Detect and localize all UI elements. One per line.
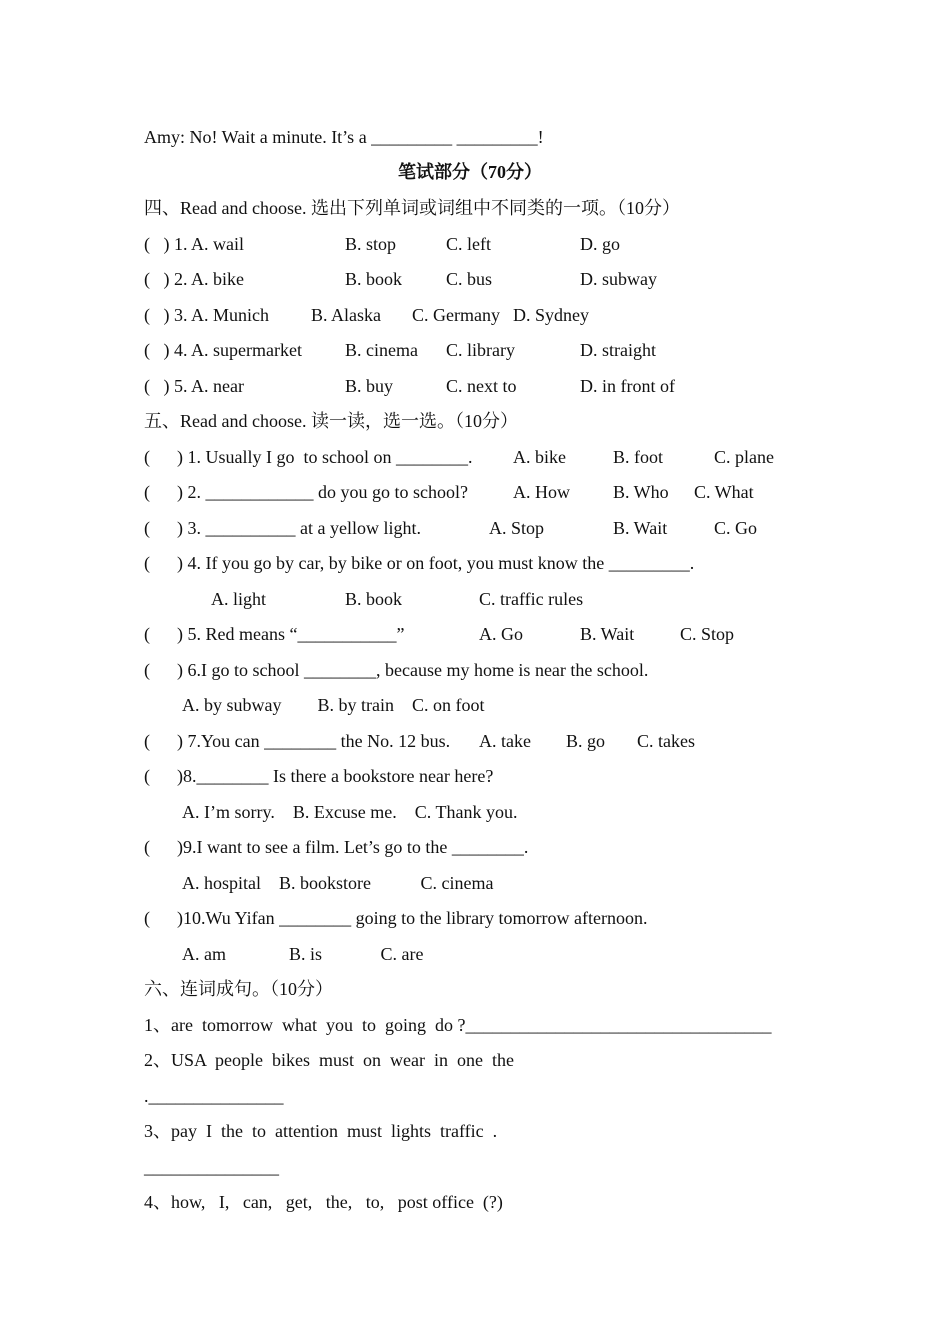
section4-heading: 四、Read and choose. 选出下列单词或词组中不同类的一项。（10分） [144, 198, 680, 218]
option-c: C. Go [714, 518, 758, 538]
option-c: C. plane [714, 447, 774, 467]
option-c: C. next to [446, 376, 517, 396]
option-c: C. Stop [680, 624, 735, 644]
answer-blank-3: _______________ [144, 1157, 279, 1177]
option-c: C. Germany [412, 305, 500, 325]
option-b: B. cinema [345, 340, 418, 360]
question-stem: ( ) 4. A. supermarket [144, 340, 302, 360]
answer-blank-2: ._______________ [144, 1086, 284, 1106]
options-line: A. by subway B. by train C. on foot [182, 695, 485, 715]
option-a: A. take [479, 731, 531, 751]
question-stem: ( ) 3. __________ at a yellow light. [144, 518, 421, 538]
option-b: B. Who [613, 482, 669, 502]
options-line: A. I’m sorry. B. Excuse me. C. Thank you. [182, 802, 518, 822]
option-c: C. library [446, 340, 515, 360]
question-stem: ( ) 5. A. near [144, 376, 244, 396]
option-b: B. stop [345, 234, 397, 254]
section6-heading: 六、连词成句。（10分） [144, 979, 333, 999]
option-b: B. Wait [580, 624, 635, 644]
question-stem: ( )8.________ Is there a bookstore near here? [144, 766, 494, 786]
question-stem: ( ) 4. If you go by car, by bike or on foot, you must know the _________. [144, 553, 695, 573]
written-section-title: 笔试部分（70分） [398, 162, 542, 182]
option-d: D. Sydney [513, 305, 589, 325]
sentence-2: 2、USA people bikes must on wear in one the [144, 1050, 514, 1070]
options-line: A. am B. is C. are [182, 944, 424, 964]
option-c: C. takes [637, 731, 695, 751]
option-d: D. go [580, 234, 620, 254]
sentence-4: 4、how, I, can, get, the, to, post office (?) [144, 1192, 503, 1212]
question-stem: ( ) 2. A. bike [144, 269, 244, 289]
sentence-1: 1、are tomorrow what you to going do ?__________________________________ [144, 1015, 772, 1035]
options-line: A. hospital B. bookstore C. cinema [182, 873, 494, 893]
question-stem: ( ) 7.You can ________ the No. 12 bus. [144, 731, 451, 751]
option-c: C. bus [446, 269, 493, 289]
option-b: B. Alaska [311, 305, 381, 325]
option-c: C. traffic rules [479, 589, 584, 609]
section5-heading: 五、Read and choose. 读一读，选一选。（10分） [144, 411, 518, 431]
sentence-3: 3、pay I the to attention must lights traffic . [144, 1121, 498, 1141]
option-c: C. left [446, 234, 491, 254]
question-stem: ( ) 3. A. Munich [144, 305, 269, 325]
option-a: A. Go [479, 624, 523, 644]
question-stem: ( ) 6.I go to school ________, because my home is near the school. [144, 660, 649, 680]
option-c: C. What [694, 482, 754, 502]
intro-line: Amy: No! Wait a minute. It’s a _________ _________! [144, 127, 544, 147]
option-b: B. buy [345, 376, 394, 396]
option-d: D. straight [580, 340, 656, 360]
question-stem: ( ) 5. Red means “___________” [144, 624, 405, 644]
question-stem: ( )10.Wu Yifan ________ going to the library tomorrow afternoon. [144, 908, 648, 928]
option-d: D. in front of [580, 376, 675, 396]
question-stem: ( ) 2. ____________ do you go to school? [144, 482, 468, 502]
option-b: B. Wait [613, 518, 668, 538]
option-b: B. book [345, 589, 403, 609]
option-a: A. How [513, 482, 570, 502]
option-a: A. bike [513, 447, 566, 467]
question-stem: ( )9.I want to see a film. Let’s go to the ________. [144, 837, 529, 857]
option-b: B. go [566, 731, 606, 751]
option-a: A. light [211, 589, 267, 609]
option-b: B. book [345, 269, 403, 289]
question-stem: ( ) 1. Usually I go to school on ________. [144, 447, 473, 467]
option-a: A. Stop [489, 518, 545, 538]
question-stem: ( ) 1. A. wail [144, 234, 244, 254]
option-b: B. foot [613, 447, 664, 467]
option-d: D. subway [580, 269, 657, 289]
